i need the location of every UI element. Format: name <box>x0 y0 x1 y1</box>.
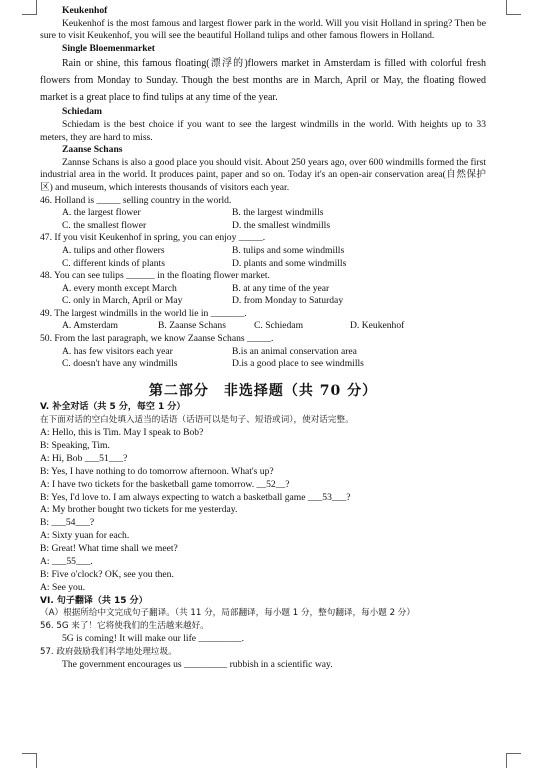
schiedam-paragraph: Schiedam is the best choice if you want to see the largest windmills in the world. With heights up to 33 meters, they are hard to miss. <box>40 118 486 143</box>
zaanse-heading: Zaanse Schans <box>62 144 123 156</box>
dialogue-line: B: Five o'clock? OK, see you then. <box>40 569 174 580</box>
question-46: 46. Holland is _____ selling country in the world. <box>40 194 232 206</box>
translation-56-answer: 5G is coming! It will make our life _________. <box>62 633 244 645</box>
question-47: 47. If you visit Keukenhof in spring, you can enjoy _____. <box>40 232 266 244</box>
question-46-options-row2 <box>40 220 486 233</box>
option: C. only in March, April or May <box>62 295 183 307</box>
translation-57-answer: The government encourages us _________ rubbish in a scientific way. <box>62 659 333 670</box>
question-48: 48. You can see tulips ______ in the floating flower market. <box>40 270 270 282</box>
question-47-options-row1 <box>40 245 486 258</box>
question-46-options-row1 <box>40 207 486 220</box>
option: C. the smallest flower <box>62 219 147 231</box>
keukenhof-heading: Keukenhof <box>62 5 108 16</box>
option: C. doesn't have any windmills <box>62 358 178 370</box>
option: B. tulips and some windmills <box>232 244 345 256</box>
bloemenmarket-paragraph: Rain or shine, this famous floating(漂浮的)flowers market in Amsterdam is filled with colorful fresh flowers from Monday to Sunday. Though the best months are in March, April or May, the floating flowed market is a great place to find tulips at any time of the year. <box>40 58 486 104</box>
translation-57-prompt: 57. 政府鼓励我们科学地处理垃圾。 <box>40 647 177 657</box>
question-49-options <box>40 320 486 333</box>
option: B. at any time of the year <box>232 282 330 294</box>
option: B. Zaanse Schans <box>158 320 226 332</box>
question-48-options-row2 <box>40 295 486 308</box>
crop-mark-bottom-left <box>22 753 37 768</box>
option: A. every month except March <box>62 282 177 294</box>
exam-page <box>40 5 486 672</box>
translation-56-prompt: 56. 5G 来了！它将使我们的生活越来越好。 <box>40 621 209 632</box>
option: C. Schiedam <box>254 320 304 332</box>
dialogue-line: A: Hello, this is Tim. May I speak to Bob? <box>40 427 204 439</box>
dialogue-line: B: Speaking, Tim. <box>40 439 110 451</box>
question-50: 50. From the last paragraph, we know Zaanse Schans _____. <box>40 333 274 345</box>
option: A. has few visitors each year <box>62 345 173 357</box>
dialogue-line: A: My brother bought two tickets for me yesterday. <box>40 504 238 516</box>
option: A. Amsterdam <box>62 320 118 332</box>
dialogue-line: A: ___55___. <box>40 556 93 568</box>
option: A. the largest flower <box>62 207 141 219</box>
zaanse-paragraph: Zannse Schans is also a good place you should visit. About 250 years ago, over 600 windmills formed the first industrial area in the world. It produces paint, paper and so on. Today it's an open-air conservation area(自然保护区) and museum, which interests thousands of visitors each year. <box>40 156 486 193</box>
option: D. from Monday to Saturday <box>232 295 344 307</box>
option: A. tulips and other flowers <box>62 244 165 256</box>
section6-heading: VI. 句子翻译（共 15 分） <box>40 595 148 606</box>
question-48-options-row1 <box>40 283 486 296</box>
dialogue-line: A: Hi, Bob ___51___? <box>40 452 128 464</box>
part2-title: 第二部分 非选择题（共 70 分） <box>148 382 378 399</box>
dialogue-line: A: Sixty yuan for each. <box>40 530 130 542</box>
option: C. different kinds of plants <box>62 257 165 269</box>
section5-instruction: 在下面对话的空白处填入适当的话语（话语可以是句子、短语或词），使对话完整。 <box>40 415 354 426</box>
question-47-options-row2 <box>40 258 486 271</box>
keukenhof-paragraph: Keukenhof is the most famous and largest flower park in the world. Will you visit Holland in spring? Then be sure to visit Keukenhof, you will see the beautiful Holland tulips and other famous flowers in Holland. <box>40 17 486 42</box>
dialogue-line: B: Yes, I have nothing to do tomorrow afternoon. What's up? <box>40 465 274 477</box>
dialogue-line: A: See you. <box>40 581 86 593</box>
question-50-options-row2 <box>40 358 486 371</box>
dialogue-line: B: Great! What time shall we meet? <box>40 543 178 555</box>
option: B.is an animal conservation area <box>232 345 357 357</box>
question-50-options-row1 <box>40 346 486 359</box>
section5-heading: V. 补全对话（共 5 分，每空 1 分） <box>40 402 186 413</box>
dialogue-line: B: ___54___? <box>40 517 95 529</box>
option: B. the largest windmills <box>232 207 324 219</box>
option: D.is a good place to see windmills <box>232 358 364 370</box>
question-49: 49. The largest windmills in the world lie in _______. <box>40 307 247 319</box>
schiedam-heading: Schiedam <box>62 106 102 118</box>
dialogue-line: A: I have two tickets for the basketball game tomorrow. __52__? <box>40 478 290 490</box>
dialogue <box>40 427 486 595</box>
bloemenmarket-heading: Single Bloemenmarket <box>62 42 155 54</box>
section6-instruction: （A）根据所给中文完成句子翻译。（共 11 分，局部翻译，每小题 1 分，整句翻译，每小题 2 分） <box>40 608 415 619</box>
crop-mark-top-left <box>22 0 37 15</box>
option: D. plants and some windmills <box>232 257 347 269</box>
crop-mark-bottom-right <box>506 753 521 768</box>
option: D. the smallest windmills <box>232 219 331 231</box>
crop-mark-top-right <box>506 0 521 15</box>
option: D. Keukenhof <box>350 320 405 332</box>
dialogue-line: B: Yes, I'd love to. I am always expecting to watch a basketball game ___53___? <box>40 491 351 503</box>
